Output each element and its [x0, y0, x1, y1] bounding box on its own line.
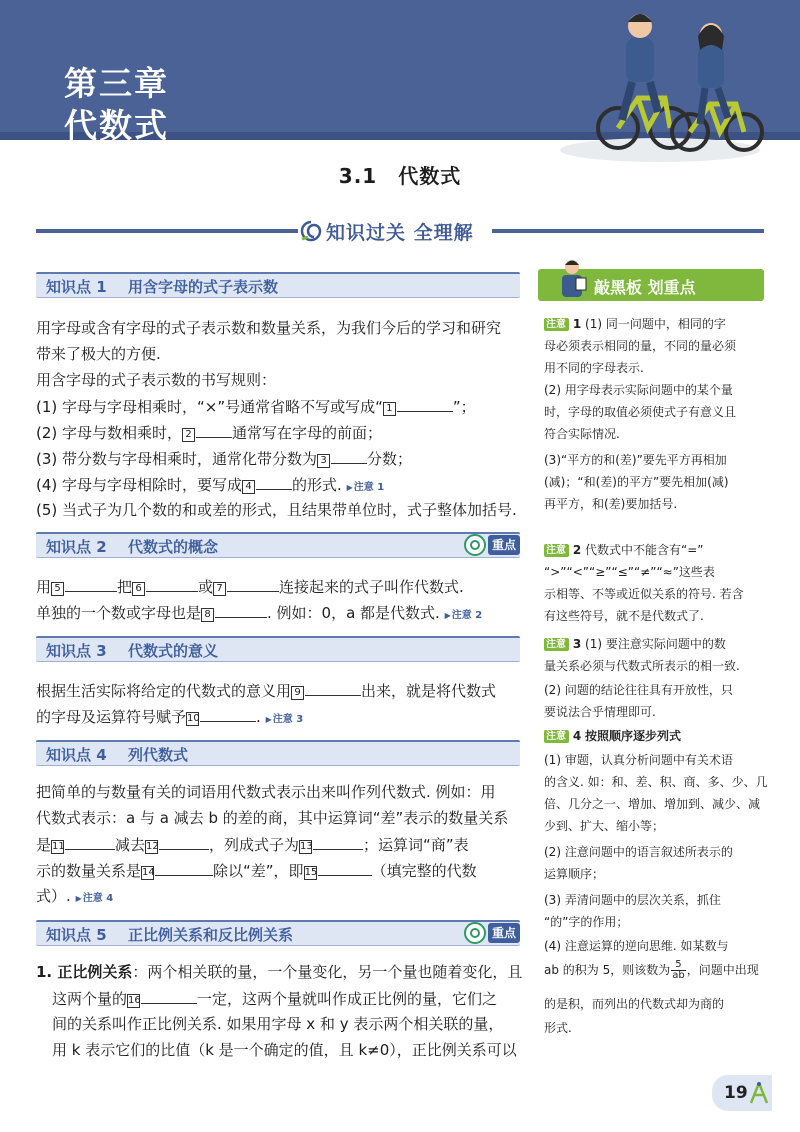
blank-number: 10	[187, 713, 200, 724]
answer-blank[interactable]	[305, 680, 361, 696]
kp2-label: 知识点 2	[46, 538, 107, 556]
kp1-label: 知识点 1	[46, 278, 107, 296]
note-badge: 注意	[544, 730, 569, 743]
kp1-line: (5) 当式子为几个数的和或差的形式，且结果带单位时，式子整体加括号.	[36, 501, 517, 519]
target-icon	[464, 534, 486, 556]
kp1-name: 用含字母的式子表示数	[128, 278, 279, 296]
note-number: 2	[572, 543, 582, 557]
note4-line: 运算顺序；	[544, 867, 605, 881]
kp2-text: 单独的一个数或字母也是	[36, 604, 202, 622]
kp3-text: 根据生活实际将给定的代数式的意义用	[36, 682, 292, 700]
focus-badge: 重点	[488, 923, 520, 943]
blank-number: 6	[132, 582, 145, 596]
kp1-line	[36, 448, 412, 469]
note-badge: 注意	[544, 544, 569, 557]
kp5-text: 这两个量的	[52, 990, 128, 1008]
kp4-line	[36, 860, 477, 881]
kp1-text: (4) 字母与字母相除时，要写成	[36, 476, 243, 494]
note2-line: 示相等、不等或近似关系的符号. 若含	[544, 587, 744, 601]
note1-line: 符合实际情况.	[544, 427, 620, 441]
answer-blank[interactable]	[256, 474, 292, 490]
compass-icon	[748, 1081, 770, 1105]
note4-line: (1) 审题，认真分析问题中有关术语	[544, 753, 733, 767]
kp1-text: 的形式.	[292, 476, 342, 494]
kp2-line	[36, 576, 464, 597]
note-reference[interactable]: ▶ 注意 3	[266, 714, 304, 725]
kp4-label: 知识点 4	[46, 746, 107, 764]
kp4-text: 减去	[115, 836, 146, 854]
note-text: ，问题中出现	[686, 963, 759, 977]
sidebar-title: 敲黑板 划重点	[594, 278, 696, 297]
kp1-text: 分数；	[367, 450, 413, 468]
note4-line	[544, 726, 681, 746]
answer-blank[interactable]	[141, 988, 197, 1004]
blank-number: 16	[128, 995, 141, 1006]
blank-number: 4	[242, 480, 255, 494]
note4-line: “的”字的作用；	[544, 915, 629, 929]
kp5-text: 一定，这两个量就叫作成正比例的量，它们之	[197, 990, 498, 1008]
answer-blank[interactable]	[313, 834, 363, 850]
kp2-text: 或	[198, 578, 214, 596]
focus-marker	[464, 922, 520, 944]
answer-blank[interactable]	[227, 576, 279, 592]
kp1-line	[36, 474, 384, 498]
kp1-text: ”；	[452, 398, 476, 416]
note-badge: 注意	[544, 318, 569, 331]
kp2-name: 代数式的概念	[128, 538, 219, 556]
note3-line: 要说法合乎情理即可.	[544, 705, 656, 719]
note1-line: 再平方，和(差)要加括号.	[544, 497, 678, 511]
note4-line: 形式.	[544, 1021, 572, 1035]
kp5-text: 1.	[36, 963, 58, 981]
note-text: ab 的积为 5，则该数为	[544, 963, 671, 977]
answer-blank[interactable]	[215, 602, 267, 618]
kp4-header	[36, 740, 520, 766]
kp1-line	[36, 396, 476, 417]
note-number: 1	[572, 317, 582, 331]
note-badge: 注意	[544, 638, 569, 651]
knowledge-bar-line-left	[36, 229, 298, 233]
kp1-line: 用字母或含有字母的式子表示数和数量关系，为我们今后的学习和研究	[36, 319, 502, 337]
note-number: 3	[572, 637, 582, 651]
answer-blank[interactable]	[146, 576, 198, 592]
blank-number: 15	[304, 867, 318, 878]
kp4-text: 示的数量关系是	[36, 862, 142, 880]
focus-marker	[464, 534, 520, 556]
kp3-name: 代数式的意义	[128, 642, 219, 660]
note3-line: 量关系必须与代数式所表示的相一致.	[544, 659, 740, 673]
chapter-number: 第三章	[64, 64, 169, 103]
kp1-text: (1) 字母与字母相乘时，“×”号通常省略不写或写成“	[36, 398, 383, 416]
note4-line: (4) 注意运算的逆向思维. 如某数与	[544, 939, 729, 953]
kp2-text: 用	[36, 578, 52, 596]
answer-blank[interactable]	[65, 576, 117, 592]
note4-line: 的是积，而列出的代数式却为商的	[544, 997, 725, 1011]
swirl-icon	[298, 219, 324, 243]
kp5-header	[36, 920, 520, 946]
note1-line: (3)“平方的和(差)”要先平方再相加	[544, 453, 727, 467]
blank-number: 14	[142, 867, 155, 878]
note-reference[interactable]: ▶ 注意 2	[445, 610, 483, 621]
kp5-line: 用 k 表示它们的比值（k 是一个确定的值，且 k≠0），正比例关系可以	[52, 1041, 517, 1059]
kp3-text: 的字母及运算符号赋予	[36, 708, 187, 726]
kp4-text: ，列成式子为	[209, 836, 300, 854]
kp4-name: 列代数式	[128, 746, 189, 764]
kp2-text: . 例如：0，a 都是代数式.	[267, 604, 440, 622]
blank-number: 8	[201, 608, 214, 622]
blank-number: 5	[51, 582, 64, 596]
focus-badge: 重点	[488, 535, 520, 555]
kp5-term: 正比例关系	[57, 963, 133, 981]
kp3-line	[36, 706, 303, 730]
kp1-text: (2) 字母与数相乘时，	[36, 424, 183, 442]
note1-line	[544, 314, 726, 334]
answer-blank[interactable]	[196, 422, 232, 438]
knowledge-bar-title: 知识过关 全理解	[326, 222, 474, 244]
blank-number: 7	[213, 582, 226, 596]
cyclists-illustration	[560, 0, 800, 165]
answer-blank[interactable]	[65, 834, 115, 850]
note4-line: 倍、几分之一、增加、增加到、减少、减	[544, 797, 761, 811]
kp4-line: 把简单的与数量有关的词语用代数式表示出来叫作列代数式. 例如：用	[36, 783, 496, 801]
note-text: (1) 要注意实际问题中的数	[585, 637, 726, 651]
note2-line: 有这些符号，就不是代数式了.	[544, 609, 704, 623]
note1-line: (减)；“和(差)的平方”要先相加(减)	[544, 475, 729, 489]
kp3-label: 知识点 3	[46, 642, 107, 660]
blank-number: 11	[52, 841, 65, 852]
note4-line	[544, 960, 759, 981]
note-text: 代数式中不能含有“=”	[585, 543, 704, 557]
blank-number: 3	[317, 454, 330, 468]
kp1-line: 带来了极大的方便.	[36, 345, 161, 363]
answer-blank[interactable]	[155, 860, 213, 876]
kp5-text: ：两个相关联的量，一个量变化，另一个量也随着变化，且	[132, 963, 523, 981]
section-title: 3.1 代数式	[338, 164, 462, 188]
kp2-text: 把	[117, 578, 133, 596]
teacher-icon	[556, 258, 588, 302]
note4-line: 少到、扩大、缩小等；	[544, 819, 665, 833]
kp3-text: .	[256, 708, 261, 726]
note4-line: (3) 弄清问题中的层次关系，抓住	[544, 893, 721, 907]
kp4-line: 代数式表示：a 与 a 减去 b 的差的商，其中运算词“差”表示的数量关系	[36, 809, 509, 827]
kp3-header	[36, 636, 520, 662]
blank-number: 1	[383, 402, 396, 416]
kp4-line	[36, 834, 469, 855]
knowledge-bar-line-right	[492, 229, 764, 233]
note1-line: (2) 用字母表示实际问题中的某个量	[544, 383, 733, 397]
note1-line: 母必须表示相同的量，不同的量必须	[544, 339, 737, 353]
kp4-text: （填完整的代数	[371, 862, 477, 880]
page-number: 19	[724, 1083, 748, 1103]
target-icon	[464, 922, 486, 944]
fraction	[671, 960, 685, 981]
kp2-text: 连接起来的式子叫作代数式.	[279, 578, 464, 596]
kp5-label: 知识点 5	[46, 926, 107, 944]
note-text: (1) 同一问题中，相同的字	[585, 317, 726, 331]
note1-line: 用不同的字母表示.	[544, 361, 644, 375]
kp1-line: 用含字母的式子表示数的书写规则：	[36, 371, 277, 389]
kp5-line	[52, 988, 497, 1009]
kp5-name: 正比例关系和反比例关系	[128, 926, 294, 944]
note4-line: 的含义. 如：和、差、积、商、多、少、几	[544, 775, 768, 789]
note2-line: “>”“<”“≥”“≤”“≠”“≈”这些表	[544, 565, 715, 579]
kp4-text: 是	[36, 836, 52, 854]
kp4-line	[36, 886, 113, 909]
note-number: 4	[572, 729, 582, 743]
kp2-header	[36, 532, 520, 558]
note2-line	[544, 540, 704, 560]
note-reference[interactable]: ▶ 注意 1	[347, 482, 385, 493]
kp1-text: (3) 带分数与字母相乘时，通常化带分数为	[36, 450, 318, 468]
fraction-numerator: 5	[671, 960, 685, 971]
kp3-line	[36, 680, 496, 701]
kp3-text: 出来，就是将代数式	[361, 682, 497, 700]
note3-line: (2) 问题的结论往往具有开放性，只	[544, 683, 733, 697]
note3-line	[544, 634, 726, 654]
kp4-text: 除以“差”，即	[213, 862, 304, 880]
kp1-line	[36, 422, 382, 443]
answer-blank[interactable]	[397, 396, 453, 412]
blank-number: 12	[146, 841, 159, 852]
answer-blank[interactable]	[318, 860, 372, 876]
chapter-title: 代数式	[64, 106, 169, 140]
fraction-denominator: ab	[672, 970, 685, 981]
blank-number: 9	[291, 686, 304, 700]
answer-blank[interactable]	[200, 706, 256, 722]
note1-line: 时，字母的取值必须使式子有意义且	[544, 405, 737, 419]
kp5-line	[36, 962, 522, 982]
note-reference[interactable]: ▶ 注意 4	[76, 893, 114, 904]
answer-blank[interactable]	[159, 834, 209, 850]
note-heading: 按照顺序逐步列式	[585, 729, 682, 743]
kp2-line	[36, 602, 482, 626]
note4-line: (2) 注意问题中的语言叙述所表示的	[544, 845, 733, 859]
page-number-tab	[712, 1075, 772, 1111]
kp1-header	[36, 272, 520, 298]
blank-number: 13	[300, 841, 313, 852]
blank-number: 2	[182, 428, 195, 442]
answer-blank[interactable]	[331, 448, 367, 464]
kp5-line: 间的关系叫作正比例关系. 如果用字母 x 和 y 表示两个相关联的量，	[52, 1015, 504, 1033]
kp4-text: ；运算词“商”表	[363, 836, 469, 854]
kp1-text: 通常写在字母的前面；	[232, 424, 383, 442]
kp4-text: 式）.	[36, 887, 71, 905]
